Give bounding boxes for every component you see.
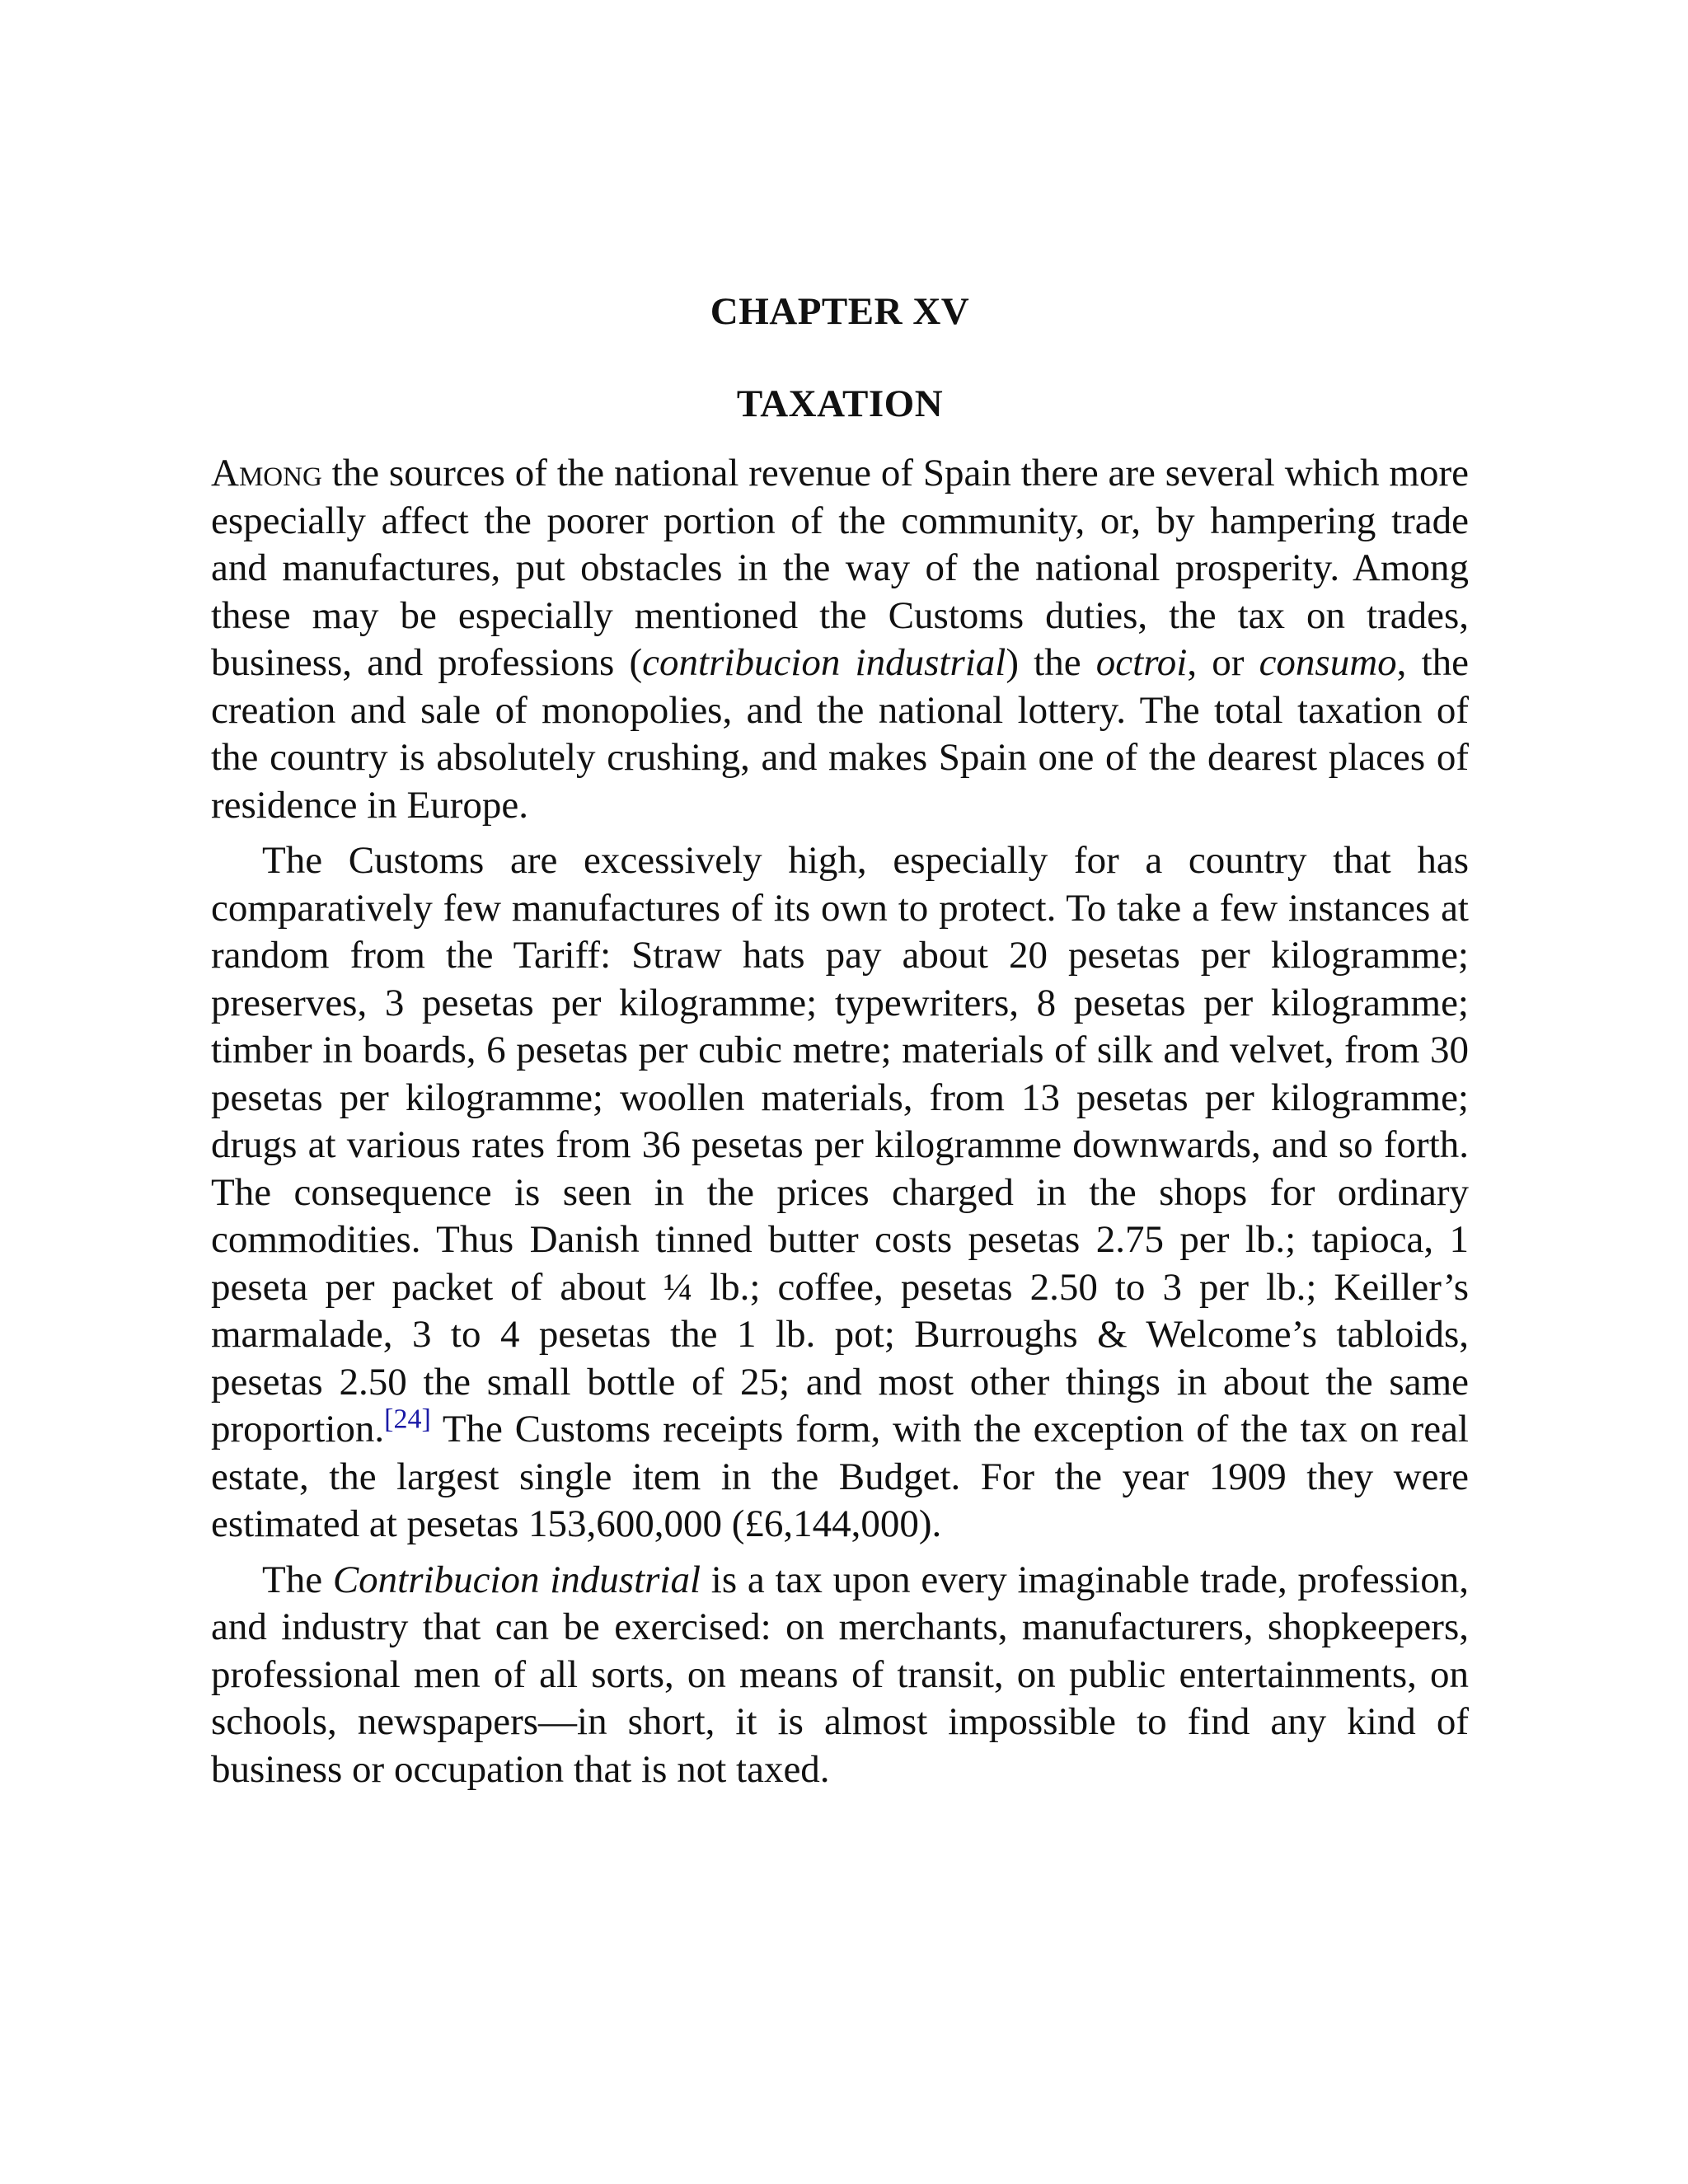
paragraph-1-text-2: ) the	[1006, 641, 1096, 684]
paragraph-1-italic-2: octroi	[1095, 641, 1188, 684]
paragraph-2-text-1: The Customs are excessively high, especially for a country that has comparatively few manufactures of its own to protect. To take a few instances at random from the Tariff: Straw hats pay about 20 pesetas per kilogramme; preserves, 3 pesetas per kilogramme; typewriters, 8 pesetas per kilogramme; timber in boards, 6 pesetas per cubic metre; materials of silk and velvet, from 30 pesetas per kilogramme; woollen materials, from 13 pesetas per kilogramme; drugs at various rates from 36 pesetas per kilogramme downwards, and so forth. The consequence is seen in the prices charged in the shops for ordinary commodities. Thus Danish tinned butter costs pesetas 2.75 per lb.; tapioca, 1 peseta per packet of about ¼ lb.; coffee, pesetas 2.50 to 3 per lb.; Keiller’s marmalade, 3 to 4 pesetas the 1 lb. pot; Burroughs & Welcome’s tabloids, pesetas 2.50 the small bottle of 25; and most other things in about the same proportion.	[211, 839, 1469, 1451]
paragraph-1	[211, 450, 1469, 829]
paragraph-2	[211, 837, 1469, 1549]
paragraph-3-italic-1: Contribucion industrial	[332, 1558, 701, 1601]
chapter-title: TAXATION	[736, 382, 944, 425]
document-page	[211, 287, 1469, 1802]
paragraph-1-text-4: , the creation and sale of monopolies, and the national lottery. The total taxation of the country is absolutely crushing, and makes Spain one of the dearest places of residence in Europe.	[211, 641, 1469, 827]
paragraph-2-text-2: The Customs receipts form, with the exception of the tax on real estate, the largest single item in the Budget. For the year 1909 they were estimated at pesetas 153,600,000 (£6,144,000).	[211, 1408, 1469, 1545]
paragraph-1-italic-1: contribucion industrial	[642, 641, 1006, 684]
paragraph-1-italic-3: consumo	[1259, 641, 1397, 684]
paragraph-1-text-3: , or	[1187, 641, 1259, 684]
lead-word: Among	[211, 452, 322, 494]
paragraph-3	[211, 1557, 1469, 1794]
paragraph-1-text-1: the sources of the national revenue of Spain there are several which more especially affect the poorer portion of the community, or, by hampering trade and manufactures, put obstacles in the way of the national prosperity. Among these may be especially mentioned the Customs duties, the tax on trades, business, and professions (	[211, 452, 1469, 684]
paragraph-3-text-2: is a tax upon every imaginable trade, profession, and industry that can be exercised: on merchants, manufacturers, shopkeepers, professional men of all sorts, on means of transit, on public entertainments, on schools, newspapers—in short, it is almost impossible to find any kind of business or occupation that is not taxed.	[211, 1558, 1469, 1791]
paragraph-3-text-1: The	[262, 1558, 333, 1601]
chapter-heading: CHAPTER XV	[710, 290, 970, 333]
footnote-link-24[interactable]: [24]	[384, 1404, 431, 1435]
